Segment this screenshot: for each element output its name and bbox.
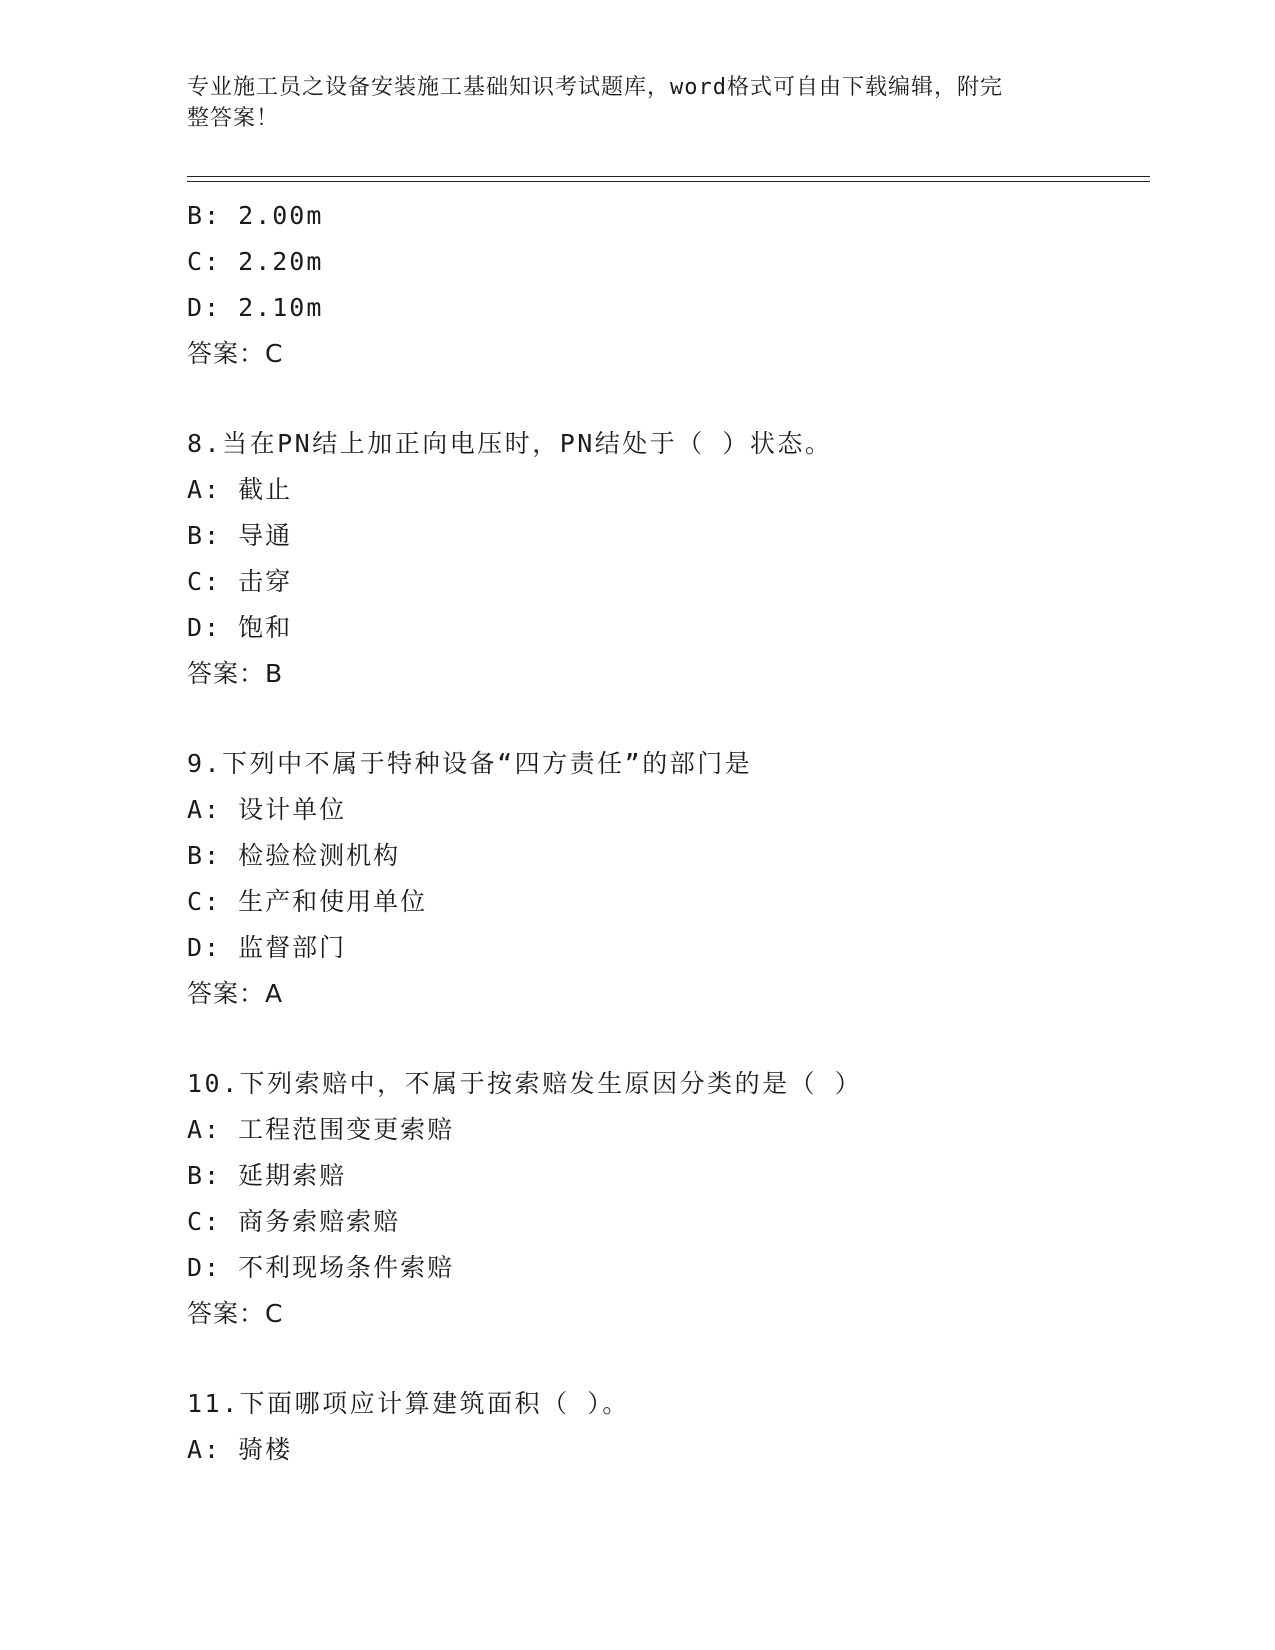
answer-line: 答案：A [187, 979, 284, 1008]
option-b: B: 2.00m [187, 201, 324, 230]
block-spacer [187, 1017, 1147, 1061]
question-block [187, 741, 1147, 1017]
option-a: A: 骑楼 [187, 1435, 293, 1464]
option-d: D: 饱和 [187, 613, 293, 642]
option-b: B: 检验检测机构 [187, 841, 401, 870]
question-text: 10.下列索赔中，不属于按索赔发生原因分类的是（ ） [187, 1069, 863, 1098]
header-rule-bottom [187, 181, 1150, 182]
option-a: A: 设计单位 [187, 795, 347, 824]
question-text: 11.下面哪项应计算建筑面积（ ）。 [187, 1389, 630, 1418]
option-c: C: 击穿 [187, 567, 293, 596]
option-c: C: 商务索赔索赔 [187, 1207, 401, 1236]
option-d: D: 2.10m [187, 293, 324, 322]
option-a: A: 截止 [187, 475, 293, 504]
header-line-1: 专业施工员之设备安装施工基础知识考试题库，word格式可自由下载编辑，附完 [187, 75, 1003, 100]
option-d: D: 监督部门 [187, 933, 347, 962]
option-b: B: 延期索赔 [187, 1161, 347, 1190]
question-block [187, 1381, 1147, 1473]
header-line-2: 整答案！ [187, 106, 280, 131]
question-block [187, 193, 1147, 377]
option-c: C: 2.20m [187, 247, 324, 276]
option-a: A: 工程范围变更索赔 [187, 1115, 455, 1144]
document-header [187, 72, 1067, 134]
block-spacer [187, 377, 1147, 421]
answer-line: 答案：B [187, 659, 284, 688]
header-rule-top [187, 176, 1150, 177]
block-spacer [187, 1337, 1147, 1381]
question-block [187, 1061, 1147, 1337]
question-block [187, 421, 1147, 697]
question-list [187, 193, 1147, 1473]
option-c: C: 生产和使用单位 [187, 887, 428, 916]
option-b: B: 导通 [187, 521, 293, 550]
answer-line: 答案：C [187, 1299, 284, 1328]
option-d: D: 不利现场条件索赔 [187, 1253, 455, 1282]
block-spacer [187, 697, 1147, 741]
question-text: 8.当在PN结上加正向电压时，PN结处于（ ）状态。 [187, 429, 833, 458]
question-text: 9.下列中不属于特种设备“四方责任”的部门是 [187, 749, 753, 778]
answer-line: 答案：C [187, 339, 284, 368]
